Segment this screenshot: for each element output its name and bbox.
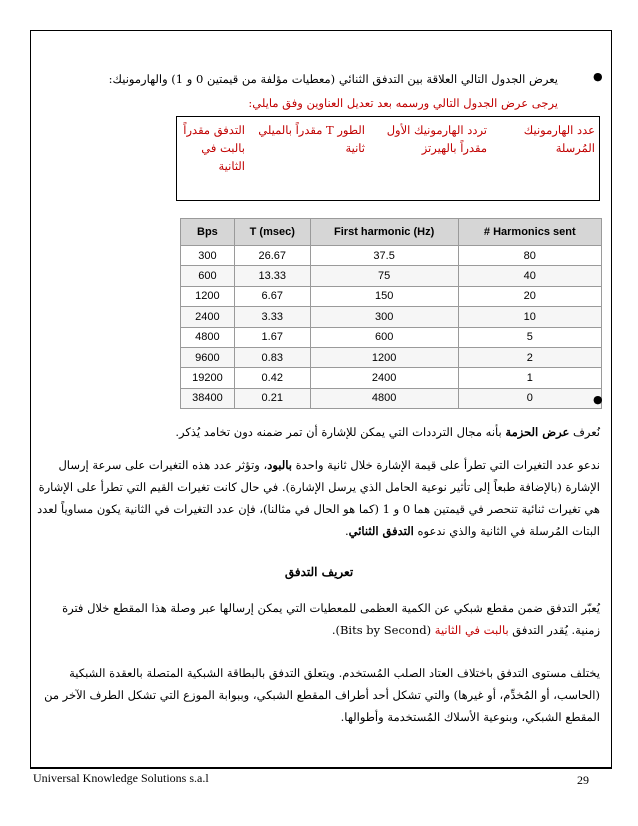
table-cell: 0.21 (234, 388, 310, 408)
table-cell: 150 (310, 286, 458, 306)
table-cell: 600 (181, 266, 235, 286)
table-row (181, 388, 602, 408)
bandwidth-suffix: بأنه مجال الترددات التي يمكن للإشارة أن تمر ضمنه دون تخامد يُذكر. (175, 425, 506, 439)
table-cell: 0.83 (234, 347, 310, 367)
table-cell: 600 (310, 327, 458, 347)
data-table (180, 218, 602, 409)
table-row (181, 327, 602, 347)
table-cell: 5 (458, 327, 601, 347)
table-header-row (181, 219, 602, 246)
table-cell: 20 (458, 286, 601, 306)
bandwidth-prefix: نُعرف (569, 425, 600, 439)
table-cell: 9600 (181, 347, 235, 367)
intro-note: يرجى عرض الجدول التالي ورسمه بعد تعديل العناوين وفق مايلي: (248, 96, 558, 110)
baud-text-2: ، وتؤثر عدد هذه التغيرات على سرعة إرسال الإشارة (بالإضافة طبعاً إلى تأثير نوعية الحامل الذي يرسل الإشارة). في حال كانت تغيرات القيم التي تطرأ على الإشارة هي تغيرات ثنائية تنحصر في قيمتين هما 0 و 1 (كما هو الحال في مثالنا)، فإن عدد التغيرات في الثانية يكون مساوياً لعدد البتات المُرسلة في الثانية والذي ندعوه (37, 458, 600, 538)
arabic-header-first-harmonic: تردد الهارمونيك الأول مقدراً بالهيرتز (386, 123, 487, 155)
table-row (181, 368, 602, 388)
table-cell: 40 (458, 266, 601, 286)
bits-per-second-term: بالبت في الثانية (434, 623, 509, 637)
table-cell: 1200 (181, 286, 235, 306)
table-cell: 4800 (310, 388, 458, 408)
table-row (181, 307, 602, 327)
baud-text-3: . (344, 524, 349, 538)
page-number: 29 (577, 773, 589, 787)
table-cell: 1200 (310, 347, 458, 367)
table-cell: 0.42 (234, 368, 310, 388)
flow-text-2: (Bits by Second). (331, 623, 435, 637)
column-header: First harmonic (Hz) (310, 219, 458, 246)
table-row (181, 246, 602, 266)
table-cell: 1 (458, 368, 601, 388)
table-cell: 2400 (310, 368, 458, 388)
binary-flow-term: التدفق الثنائي (348, 524, 414, 538)
table-cell: 19200 (181, 368, 235, 388)
table-cell: 3.33 (234, 307, 310, 327)
table-cell: 13.33 (234, 266, 310, 286)
table-row (181, 286, 602, 306)
flow-definition-paragraph (35, 597, 600, 641)
table-cell: 4800 (181, 327, 235, 347)
bullet-icon: ● (593, 393, 603, 406)
intro-text: يعرض الجدول التالي العلاقة بين التدفق الثنائي (معطيات مؤلفة من قيمتين 0 و 1) والهارمونيك: (108, 72, 558, 86)
table-cell: 300 (181, 246, 235, 266)
arabic-header-period: الطور T مقدراً بالميلي ثانية (258, 123, 365, 155)
table-cell: 37.5 (310, 246, 458, 266)
table-cell: 2 (458, 347, 601, 367)
bandwidth-term: عرض الحزمة (505, 425, 570, 439)
table-row (181, 266, 602, 286)
baud-paragraph (35, 454, 600, 542)
flow-factors-paragraph: يختلف مستوى التدفق باختلاف العتاد الصلب المُستخدم. ويتعلق التدفق بالبطاقة الشبكية المتصلة بالعقدة الشبكية (الحاسب، أو المُخدِّم، أو غيرها) والتي تشكل أحد أطراف المقطع الشبكي، وببوابة الموزع التي تشكل الطرف الآخر من المقطع الشبكي، وبنوعية الأسلاك المُستخدمة وأطوالها. (44, 666, 600, 724)
arabic-header-grid (176, 116, 600, 201)
bullet-icon: ● (593, 70, 603, 83)
table-cell: 2400 (181, 307, 235, 327)
arabic-header-bitrate: التدفق مقدراً بالبت في الثانية (183, 123, 245, 173)
footer-divider (30, 767, 612, 768)
table-cell: 26.67 (234, 246, 310, 266)
section-title: تعريف التدفق (284, 565, 354, 579)
column-header: T (msec) (234, 219, 310, 246)
column-header: Bps (181, 219, 235, 246)
footer-company: Universal Knowledge Solutions s.a.l (33, 771, 209, 785)
bandwidth-definition (40, 421, 600, 443)
baud-text-1: ندعو عدد التغيرات التي تطرأ على قيمة الإشارة خلال ثانية واحدة (291, 458, 600, 472)
table-cell: 75 (310, 266, 458, 286)
table-cell: 1.67 (234, 327, 310, 347)
baud-term: بالبود (267, 458, 292, 472)
table-cell: 80 (458, 246, 601, 266)
column-header: # Harmonics sent (458, 219, 601, 246)
table-cell: 300 (310, 307, 458, 327)
table-row (181, 347, 602, 367)
table-cell: 38400 (181, 388, 235, 408)
table-cell: 6.67 (234, 286, 310, 306)
flow-text-1: يُعبّر التدفق ضمن مقطع شبكي عن الكمية العظمى للمعطيات التي يمكن إرسالها عبر وصلة هذا المقطع خلال فترة زمنية. يُقدر التدفق (62, 601, 600, 637)
arabic-header-harmonics: عدد الهارمونيك المُرسلة (523, 123, 595, 155)
table-cell: 10 (458, 307, 601, 327)
table-cell: 0 (458, 388, 601, 408)
